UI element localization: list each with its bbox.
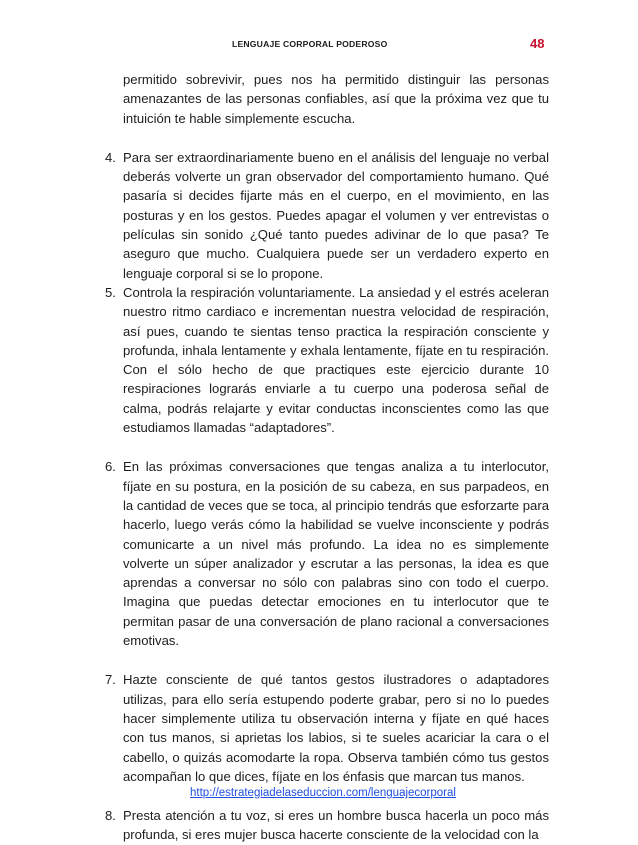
list-item-7 bbox=[105, 670, 549, 786]
item-number: 4. bbox=[105, 149, 116, 165]
continuation-paragraph: permitido sobrevivir, pues nos ha permitido distinguir las personas amenazantes de las personas confiables, así que la próxima vez que tu intuición te hable simplemente escucha. bbox=[123, 72, 549, 126]
list-item-6 bbox=[105, 457, 549, 650]
page-header bbox=[0, 36, 638, 56]
list-item-8 bbox=[105, 806, 549, 845]
list-item-5 bbox=[105, 283, 549, 437]
item-text: Presta atención a tu voz, si eres un hombre busca hacerla un poco más profunda, si eres mujer busca hacerte consciente de la velocidad con la bbox=[123, 808, 549, 843]
item-text: En las próximas conversaciones que tengas analiza a tu interlocutor, fíjate en su postura, en la posición de su cabeza, en sus parpadeos, en la cantidad de veces que se toca, al principio tendrás que esforzarte para hacerlo, luego verás cómo la habilidad se vuelve inconsciente y podrás comunicarte a un nivel más profundo. La idea no es simplemente volverte un súper analizador y escrutar a las personas, la idea es que aprendas a conversar no sólo con palabras sino con todo el cuerpo. Imagina que puedas detectar emociones en tu interlocutor que te permitan pasar de una conversación de plano racional a conversaciones emotivas. bbox=[123, 459, 549, 649]
item-number: 6. bbox=[105, 459, 116, 475]
list-item-4 bbox=[105, 148, 549, 283]
item-number: 8. bbox=[105, 808, 116, 824]
page-body bbox=[105, 70, 549, 845]
item-number: 5. bbox=[105, 284, 116, 300]
page-footer bbox=[0, 783, 638, 801]
footer-link[interactable]: http://estrategiadelaseduccion.com/lenguajecorporal bbox=[190, 787, 456, 799]
spacer bbox=[105, 650, 549, 670]
running-title: LENGUAJE CORPORAL PODEROSO bbox=[232, 39, 388, 49]
item-number: 7. bbox=[105, 672, 116, 688]
spacer bbox=[105, 128, 549, 148]
page-number: 48 bbox=[530, 36, 545, 51]
item-text: Controla la respiración voluntariamente. La ansiedad y el estrés aceleran nuestro ritmo cardiaco e incrementan nuestra velocidad de respiración, así pues, cuando te sientas tenso practica la respiración consciente y profunda, inhala lentamente y exhala lentamente, fíjate en tu respiración. Con el sólo hecho de que practiques este ejercicio durante 10 respiraciones lograrás enviarle a tu cuerpo una poderosa señal de calma, podrás relajarte y evitar conductas inconscientes como las que estudiamos llamadas “adaptadores”. bbox=[123, 284, 549, 436]
spacer bbox=[105, 437, 549, 457]
item-text: Para ser extraordinariamente bueno en el análisis del lenguaje no verbal deberás volverte un gran observador del comportamiento humano. Qué pasaría si decides fijarte más en el cuerpo, en el movimiento, en las posturas y en los gestos. Puedes apagar el volumen y ver entrevistas o películas sin sonido ¿Qué tanto puedes adivinar de lo que pasa? Te aseguro que mucho. Cualquiera puede ser un verdadero experto en lenguaje corporal si se lo propone. bbox=[123, 149, 549, 281]
item-text: Hazte consciente de qué tantos gestos ilustradores o adaptadores utilizas, para ello sería estupendo poderte grabar, pero si no lo puedes hacer simplemente utiliza tu observación interna y fíjate en qué haces con tus manos, si aprietas los labios, si te sueles acariciar la cara o el cabello, o quizás acomodarte la ropa. Observa también cómo tus gestos acompañan lo que dices, fíjate en los énfasis que marcan tus manos. bbox=[123, 672, 549, 784]
